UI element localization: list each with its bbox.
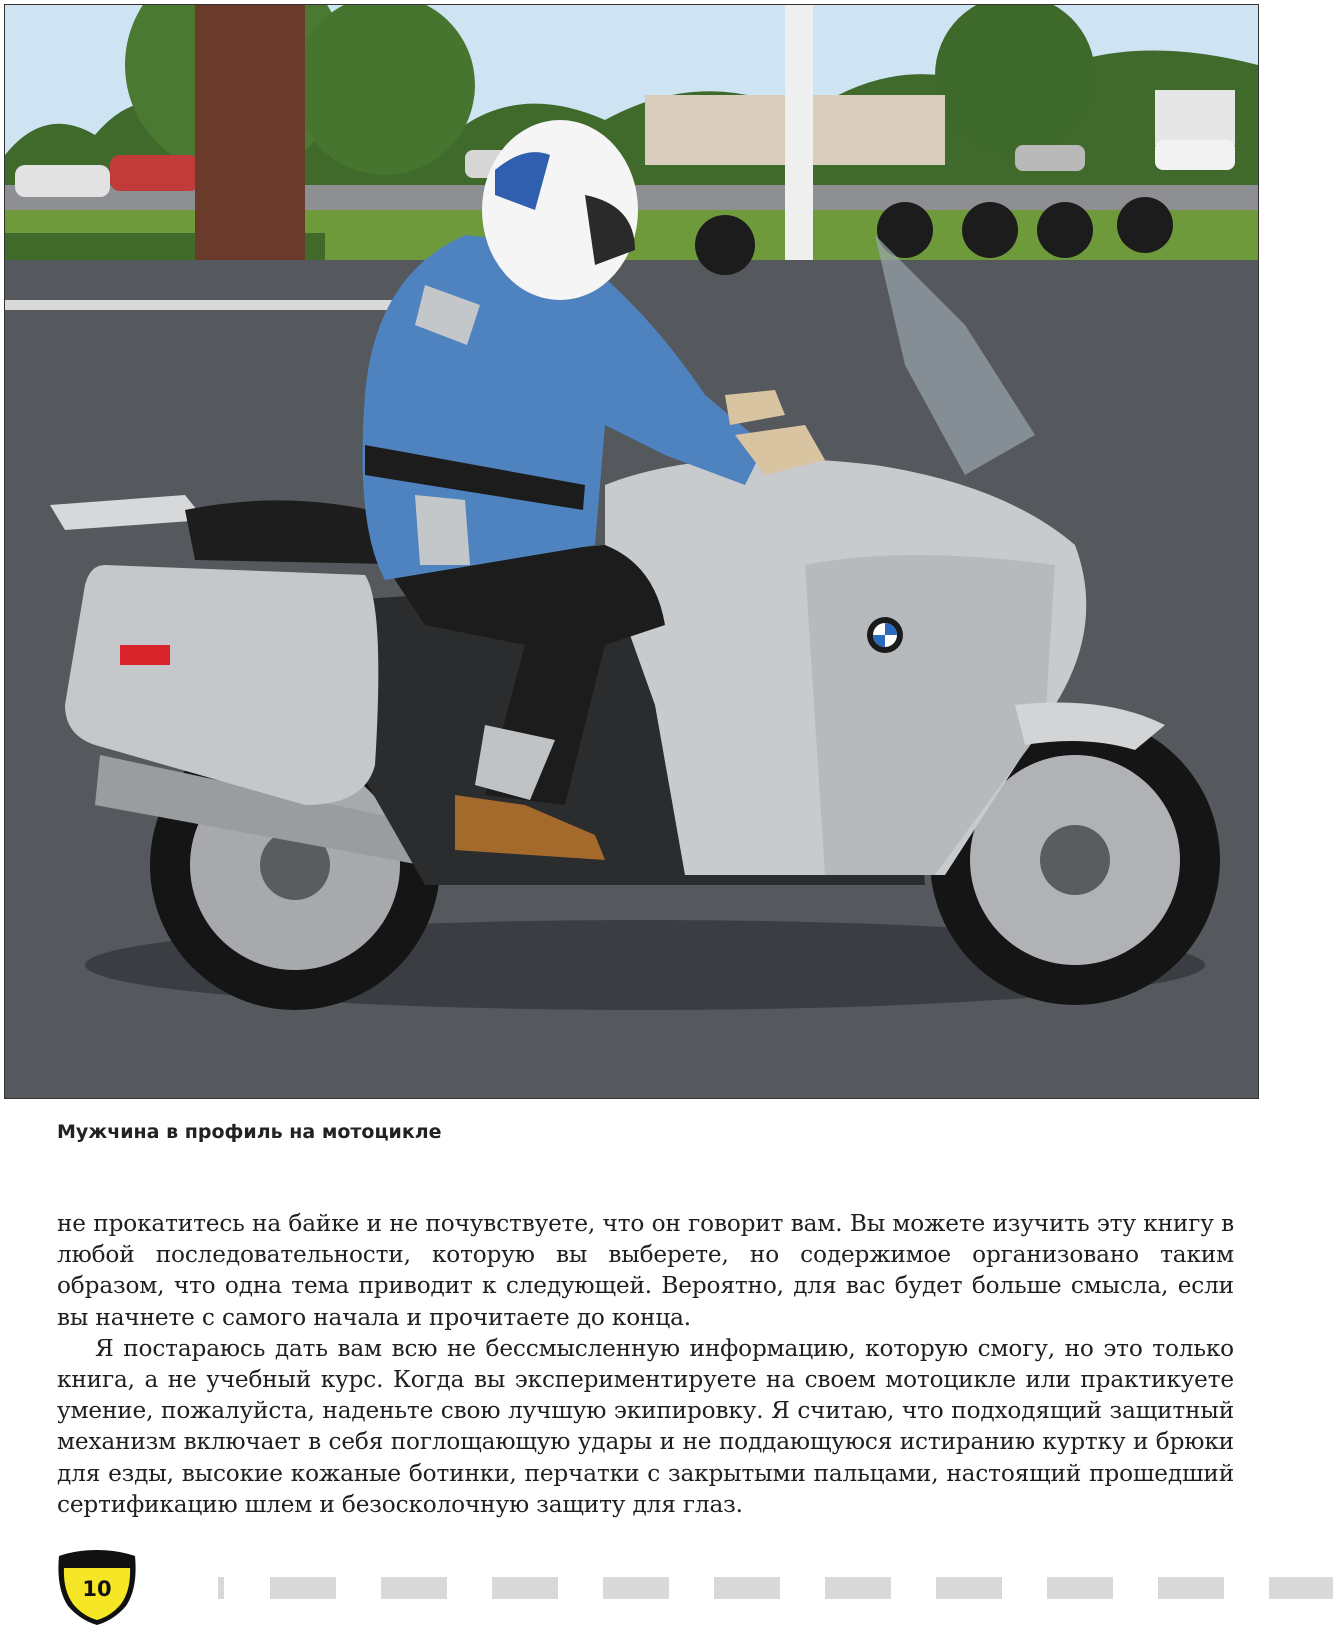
page-number: 10 [82, 1577, 112, 1601]
motorcycle-rider-illustration [5, 5, 1258, 1098]
paragraph-2: Я постараюсь дать вам всю не бессмысленную информацию, которую смогу, но это только книга, а не учебный курс. Когда вы экспериментируете на своем мотоцикле или практикуете умение, пожалуйста, наденьте свою лучшую экипировку. Я считаю, что подходящий защитный механизм включает в себя поглощающую удары и не поддающуюся истиранию куртку и брюки для езды, высокие кожаные ботинки, перчатки с закрытыми пальцами, настоящий прошедший сертификацию шлем и безосколочную защиту для глаз. [57, 1334, 1234, 1518]
body-text [57, 1208, 1234, 1520]
road-dashes-decoration [218, 1577, 1333, 1599]
motorcycle-photo [4, 4, 1259, 1099]
figure-caption: Мужчина в профиль на мотоцикле [57, 1121, 442, 1143]
paragraph-1: не прокатитесь на байке и не почувствуете, что он говорит вам. Вы можете изучить эту книгу в любой последовательности, которую вы выберете, но содержимое организовано таким образом, что одна тема приводит к следующей. Вероятно, для вас будет больше смысла, если вы начнете с самого начала и прочитаете до конца. [57, 1210, 1234, 1331]
